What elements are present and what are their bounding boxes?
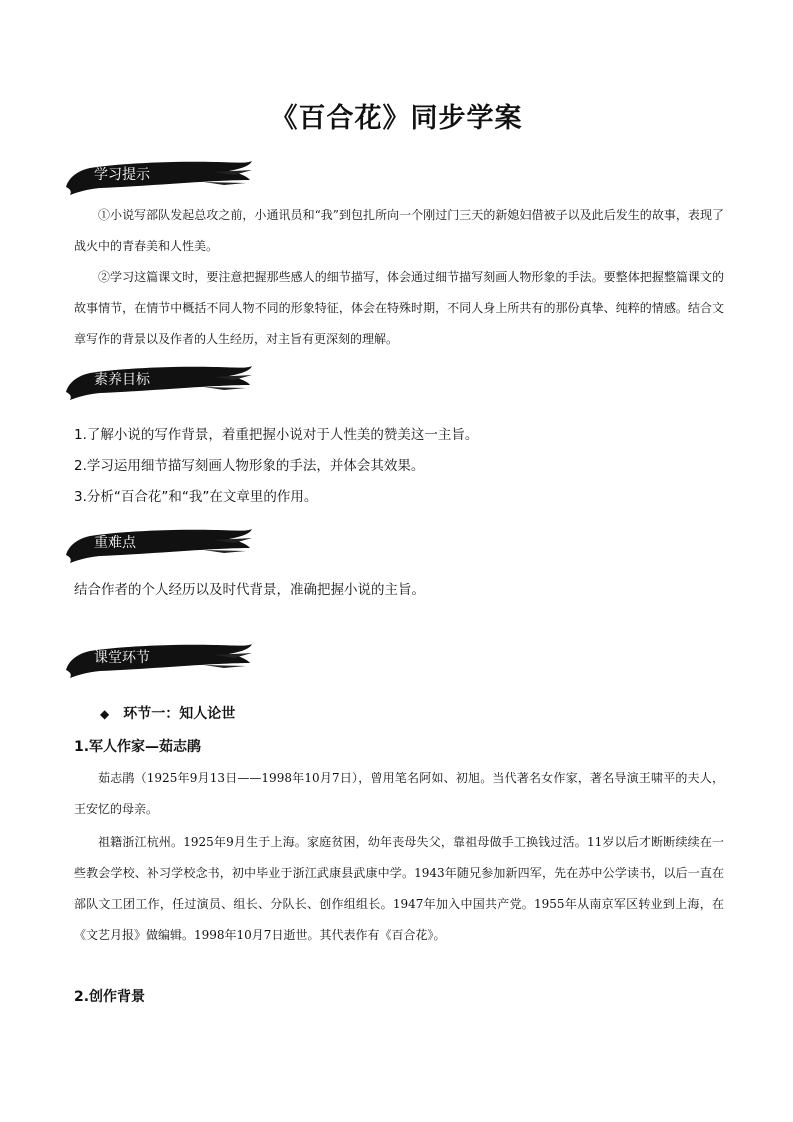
- step-title: 环节一：知人论世: [123, 706, 236, 722]
- section-banner-class: [64, 640, 254, 680]
- goal-item-3: 3.分析“百合花”和“我”在文章里的作用。: [74, 489, 318, 505]
- brush-stroke-icon: [64, 525, 254, 565]
- brush-stroke-icon: [64, 157, 254, 197]
- goal-item-2: 2.学习运用细节描写刻画人物形象的手法，并体会其效果。: [74, 458, 425, 474]
- section-banner-tips: [64, 157, 254, 197]
- tips-paragraph-2: ②学习这篇课文时，要注意把握那些感人的细节描写，体会通过细节描写刻画人物形象的手法。要整体把握整篇课文的故事情节，在情节中概括不同人物不同的形象特征，体会在特殊时期，不同人身上所共有的那份真挚、纯粹的情感。结合文章写作的背景以及作者的人生经历，对主旨有更深刻的理解。: [74, 270, 724, 346]
- bio-paragraph-1: 茹志鹃（1925年9月13日——1998年10月7日），曾用笔名阿如、初旭。当代著名女作家，著名导演王啸平的夫人，王安忆的母亲。: [74, 771, 724, 816]
- brush-stroke-icon: [64, 640, 254, 680]
- section-banner-goals: [64, 362, 254, 402]
- diamond-bullet-icon: ◆: [100, 707, 110, 721]
- section-banner-key-points: [64, 525, 254, 565]
- brush-stroke-icon: [64, 362, 254, 402]
- step-heading: [100, 703, 235, 723]
- key-points-text: 结合作者的个人经历以及时代背景，准确把握小说的主旨。: [74, 582, 425, 598]
- bio-paragraph-2: 祖籍浙江杭州。1925年9月生于上海。家庭贫困，幼年丧母失父，靠祖母做手工换钱过活。11岁以后才断断续续在一些教会学校、补习学校念书，初中毕业于浙江武康县武康中学。1943年随兄参加新四军，先在苏中公学读书，以后一直在部队文工团工作，任过演员、组长、分队长、创作组组长。1947年加入中国共产党。1955年从南京军区转业到上海，在《文艺月报》做编辑。1998年10月7日逝世。其代表作有《百合花》。: [74, 835, 724, 942]
- section-label: 课堂环节: [94, 650, 150, 666]
- section-label: 素养目标: [94, 372, 150, 388]
- page-title: 《百合花》同步学案: [270, 103, 523, 134]
- goal-item-1: 1.了解小说的写作背景，着重把握小说对于人性美的赞美这一主旨。: [74, 427, 479, 443]
- tips-paragraph-1: ①小说写部队发起总攻之前，小通讯员和“我”到包扎所向一个刚过门三天的新媳妇借被子以及此后发生的故事，表现了战火中的青春美和人性美。: [74, 208, 724, 253]
- subsection-title-background: 2.创作背景: [74, 989, 146, 1005]
- section-label: 学习提示: [94, 167, 150, 183]
- subsection-title-author: 1.军人作家—茹志鹃: [74, 739, 202, 755]
- section-label: 重难点: [94, 535, 136, 551]
